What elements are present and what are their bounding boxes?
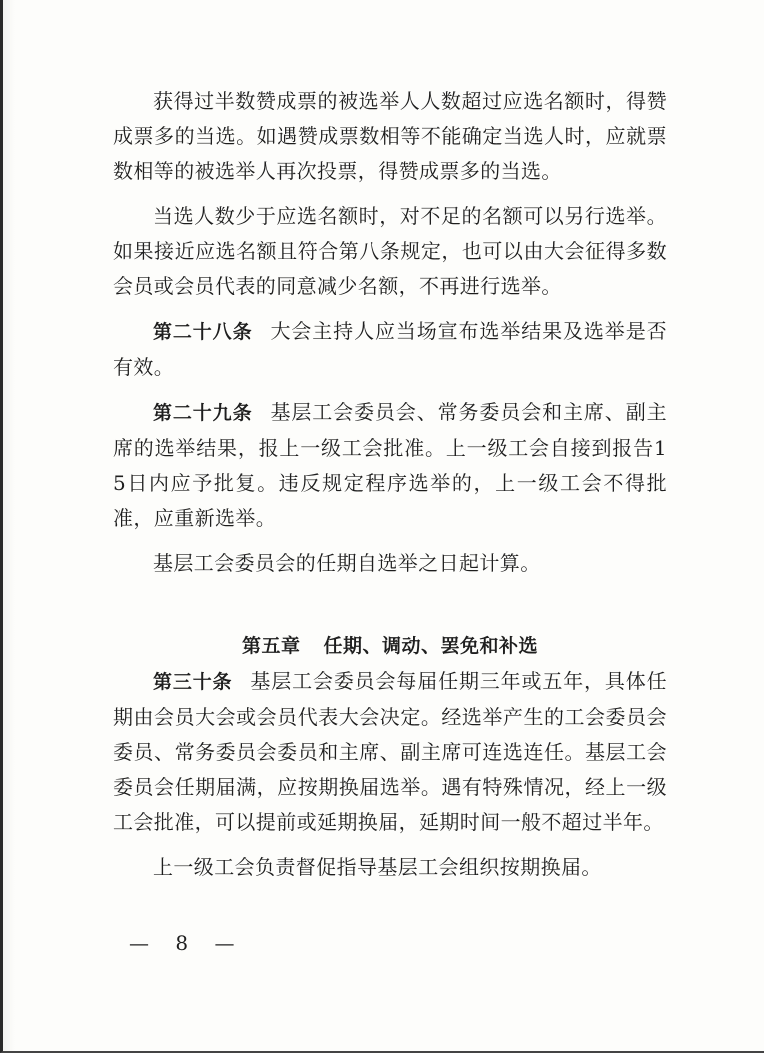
article-28-label: 第二十八条: [153, 321, 253, 343]
article-29-text: 基层工会委员会、常务委员会和主席、副主席的选举结果，报上一级工会批准。上一级工会自接到报告15日内应予批复。违反规定程序选举的，上一级工会不得批准，应重新选举。: [113, 400, 667, 530]
article-29: [113, 395, 667, 536]
chapter-title: 第五章 任期、调动、罢免和补选: [241, 635, 539, 657]
paragraph-term-start: 基层工会委员会的任期自选举之日起计算。: [153, 551, 541, 575]
article-28-text: 大会主持人应当场宣布选举结果及选举是否有效。: [113, 319, 667, 379]
article-29-label: 第二十九条: [153, 402, 253, 424]
page-number: — 8 —: [129, 931, 245, 955]
paragraph-supervise-election: 上一级工会负责督促指导基层工会组织按期换届。: [153, 855, 602, 879]
paragraph-vote-majority: 获得过半数赞成票的被选举人人数超过应选名额时，得赞成票多的当选。如遇赞成票数相等不能确定当选人时，应就票数相等的被选举人再次投票，得赞成票多的当选。: [113, 89, 667, 183]
article-28: [113, 314, 667, 385]
article-30: [113, 664, 667, 840]
article-30-label: 第三十条: [153, 671, 233, 693]
paragraph-insufficient-elected: 当选人数少于应选名额时，对不足的名额可以另行选举。如果接近应选名额且符合第八条规定，也可以由大会征得多数会员或会员代表的同意减少名额，不再进行选举。: [113, 204, 667, 298]
article-30-text: 基层工会委员会每届任期三年或五年，具体任期由会员大会或会员代表大会决定。经选举产生的工会委员会委员、常务委员会委员和主席、副主席可连选连任。基层工会委员会任期届满，应按期换届选举。遇有特殊情况，经上一级工会批准，可以提前或延期换届，延期时间一般不超过半年。: [113, 669, 668, 834]
page-content: [113, 84, 667, 885]
